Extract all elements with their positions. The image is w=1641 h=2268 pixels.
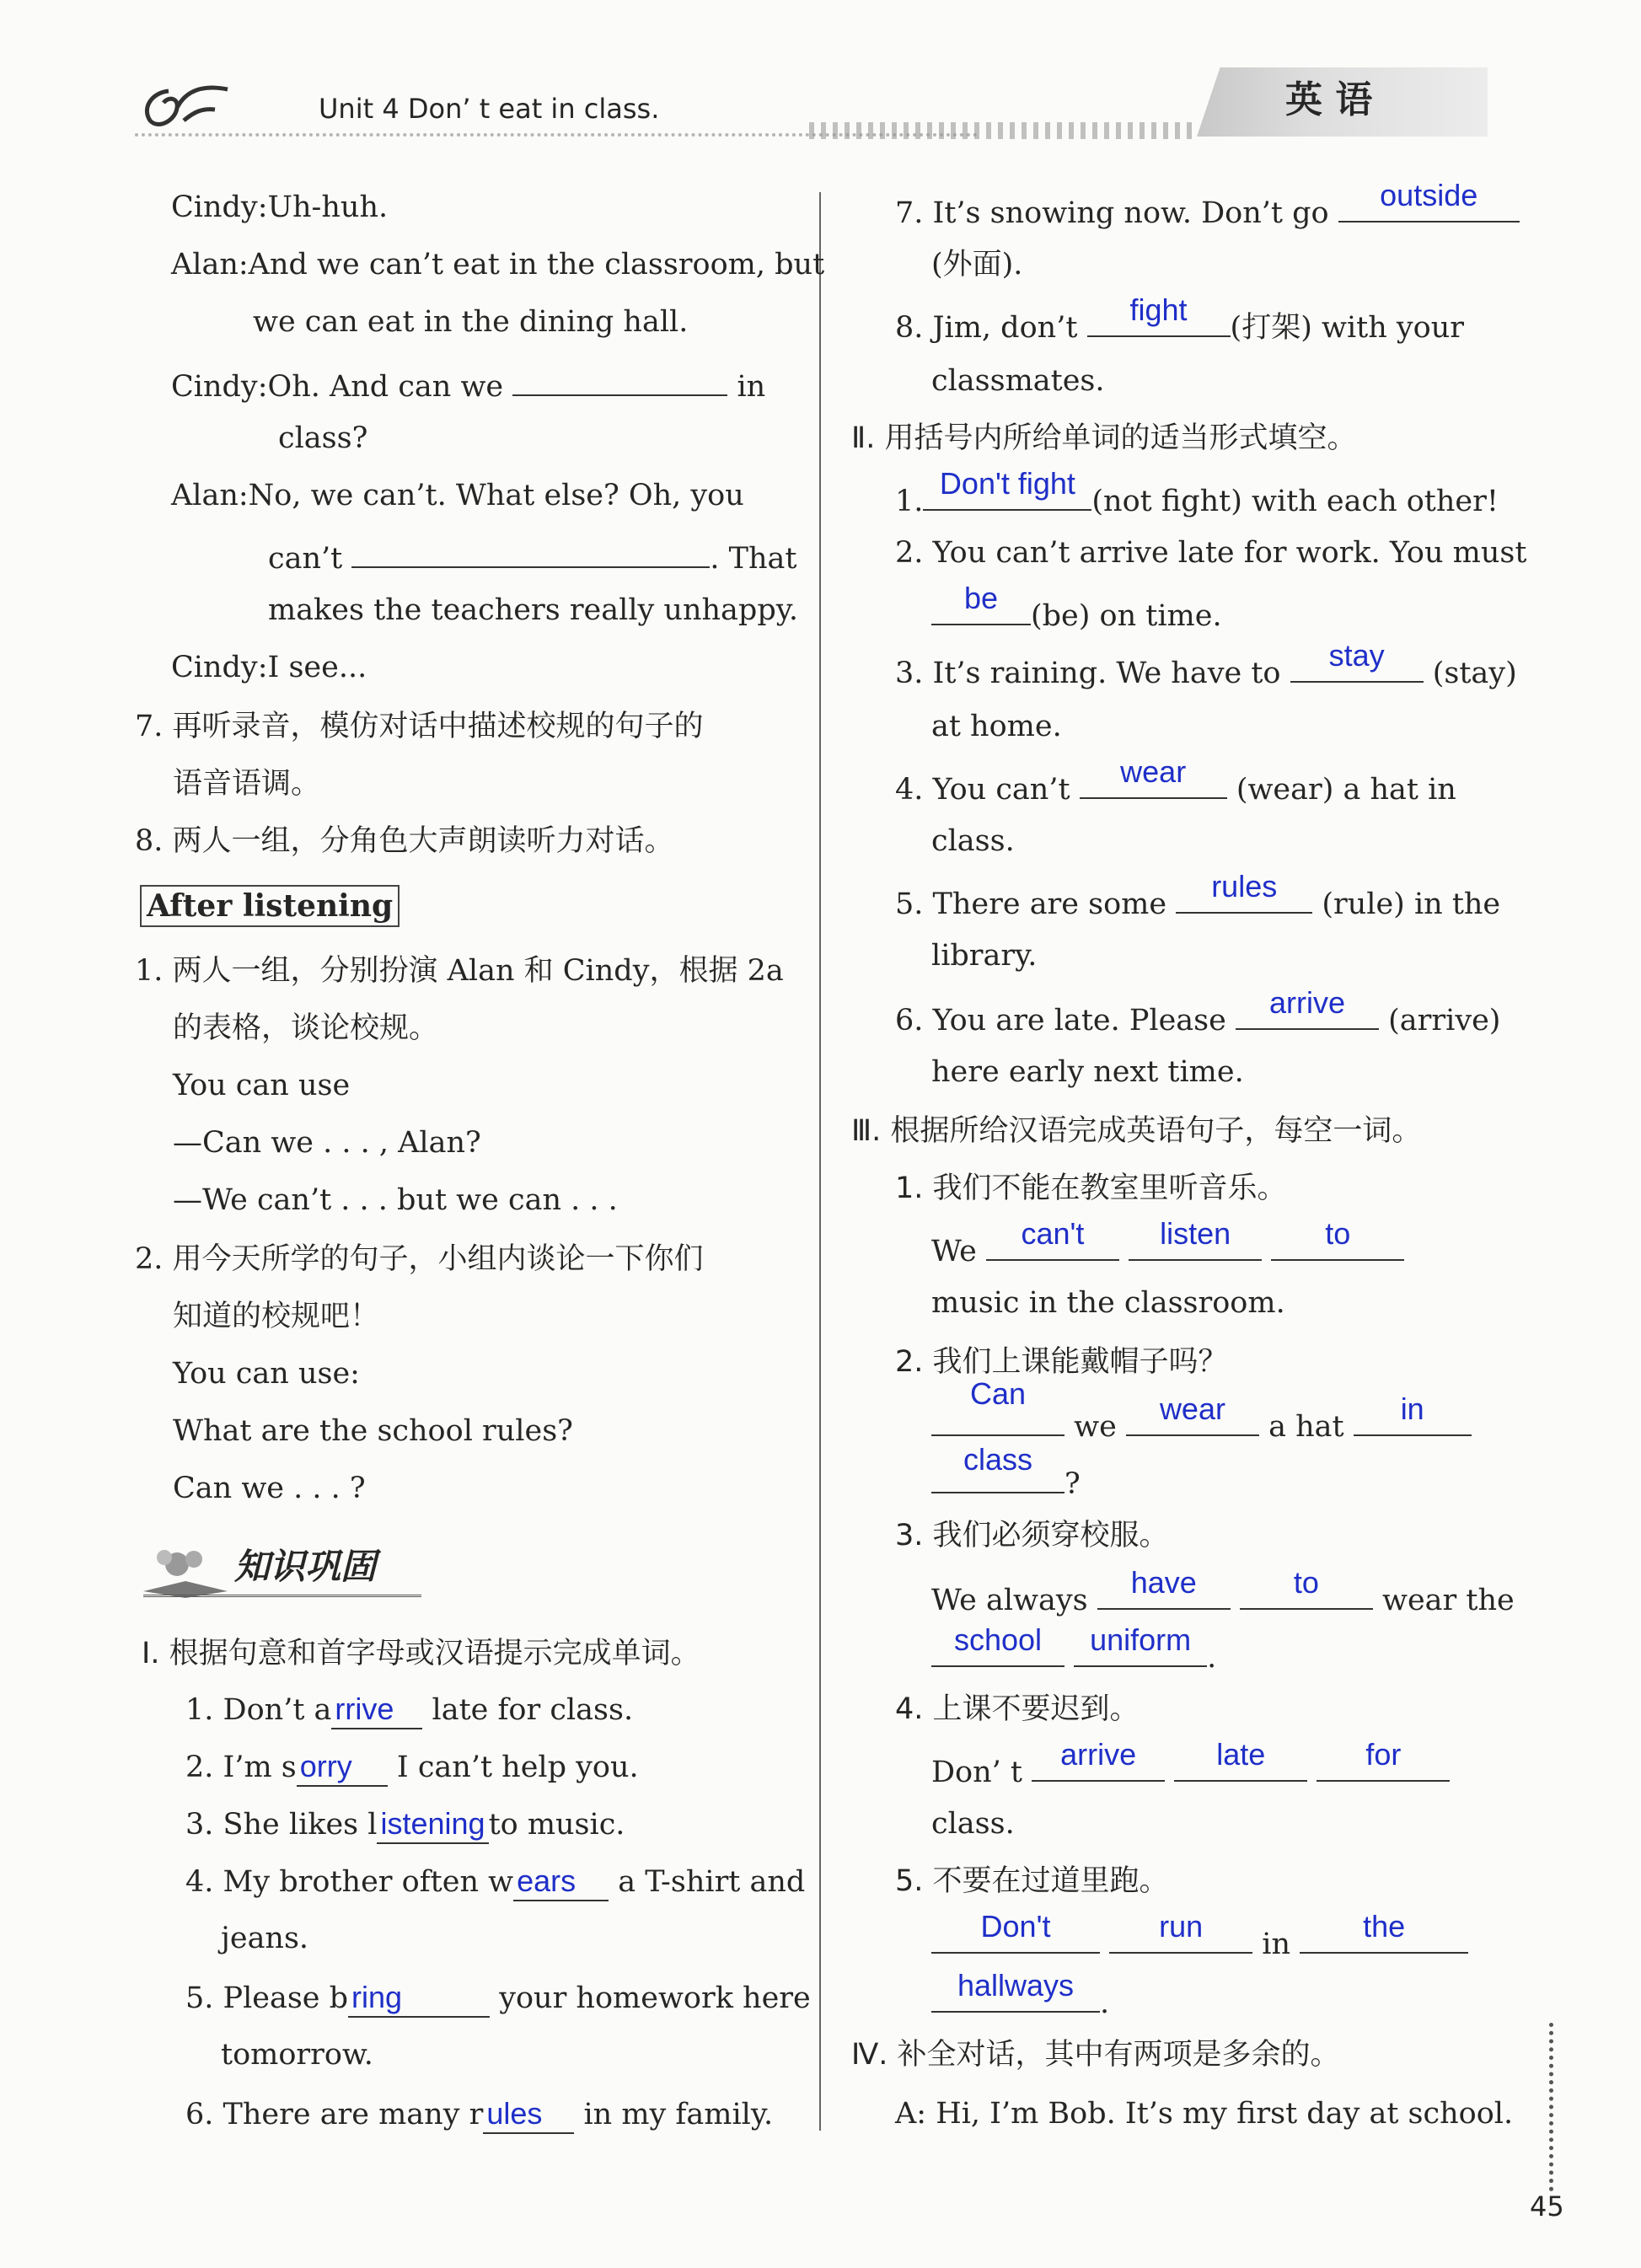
translation-prompt: 4. 上课不要迟到。	[895, 1692, 1140, 1726]
exercise-item: 3. She likes l istening to music.	[185, 1805, 625, 1844]
knowledge-title: 知识巩固	[234, 1546, 377, 1587]
after-listening-2: Can we . . . ?	[173, 1472, 366, 1505]
section-4-title: Ⅳ. 补全对话，其中有两项是多余的。	[851, 2038, 1340, 2072]
section-3-title: Ⅲ. 根据所给汉语完成英语句子，每空一词。	[851, 1114, 1422, 1148]
translation-answer: class.	[931, 1807, 1015, 1841]
book-flower-icon	[139, 1541, 232, 1600]
section-1-title: Ⅰ. 根据句意和首字母或汉语提示完成单词。	[142, 1637, 700, 1670]
exercise-item: classmates.	[931, 364, 1105, 398]
exercise-item: 5. There are some rules (rule) in the	[895, 869, 1501, 921]
exercise-item: 1. Don’t a rrive late for class.	[185, 1691, 633, 1729]
translation-answer: school uniform .	[931, 1633, 1216, 1676]
translation-prompt: 2. 我们上课能戴帽子吗？	[895, 1345, 1228, 1379]
exercise-item: 3. It’s raining. We have to stay (stay)	[895, 638, 1517, 690]
after-listening-2: You can use:	[173, 1357, 360, 1391]
dialog-line: can’t . That	[268, 534, 796, 577]
translation-answer: We always have to wear the	[931, 1565, 1515, 1617]
header-dots	[809, 122, 1197, 139]
exercise-item: 2. I’m s orry I can’t help you.	[185, 1748, 639, 1787]
after-listening-1: —Can we . . . , Alan?	[173, 1126, 481, 1160]
exercise-item: be (be) on time.	[931, 592, 1222, 635]
header-unit-title: Unit 4 Don’ t eat in class.	[319, 93, 660, 125]
translation-answer: Don't run in the	[931, 1920, 1468, 1963]
after-listening-2: 知道的校规吧！	[173, 1300, 380, 1333]
dialog-line: Alan:And we can’t eat in the classroom, but	[171, 248, 825, 281]
after-listening-2: 2. 用今天所学的句子，小组内谈论一下你们	[135, 1242, 704, 1276]
after-listening-1: 的表格，谈论校规。	[173, 1011, 439, 1045]
translation-prompt: 5. 不要在过道里跑。	[895, 1864, 1169, 1898]
translation-answer: Can we wear a hat in	[931, 1402, 1472, 1445]
dialog-line: makes the teachers really unhappy.	[268, 593, 798, 627]
item-8: 8. 两人一组，分角色大声朗读听力对话。	[135, 824, 674, 858]
after-listening-1: You can use	[173, 1069, 351, 1102]
exercise-item: 2. You can’t arrive late for work. You must	[895, 536, 1527, 570]
item-7: 7. 再听录音，模仿对话中描述校规的句子的	[135, 710, 704, 743]
header-logo-icon	[135, 74, 236, 133]
dialog-line: class?	[278, 421, 368, 455]
exercise-item: 6. You are late. Please arrive (arrive)	[895, 985, 1501, 1037]
translation-prompt: 3. 我们必须穿校服。	[895, 1519, 1169, 1552]
exercise-item: 4. My brother often w ears a T-shirt and	[185, 1863, 805, 1901]
section-2-title: Ⅱ. 用括号内所给单词的适当形式填空。	[851, 421, 1357, 455]
after-listening-2: What are the school rules?	[173, 1414, 573, 1448]
exercise-item: class.	[931, 824, 1015, 858]
dialog-line: we can eat in the dining hall.	[253, 305, 689, 339]
dialog-line: Cindy:Oh. And can we in	[171, 362, 765, 405]
translation-answer: music in the classroom.	[931, 1286, 1285, 1320]
dialog-line: Alan:No, we can’t. What else? Oh, you	[171, 479, 744, 512]
knowledge-underline	[143, 1595, 421, 1597]
exercise-item: 7. It’s snowing now. Don’t go outside	[895, 189, 1520, 232]
column-divider	[819, 192, 821, 2131]
exercise-item: 8. Jim, don’t fight (打架) with your	[895, 292, 1464, 345]
exercise-item: (外面).	[931, 248, 1023, 281]
translation-answer: hallways .	[931, 1979, 1109, 2022]
exercise-item: tomorrow.	[221, 2038, 373, 2072]
exercise-item: 5. Please b ring your homework here	[185, 1979, 811, 2018]
exercise-item: 1. Don't fight (not fight) with each other!	[895, 466, 1499, 518]
exercise-item: at home.	[931, 710, 1062, 743]
translation-prompt: 1. 我们不能在教室里听音乐。	[895, 1172, 1287, 1205]
dialog-line: Cindy:Uh-huh.	[171, 190, 389, 224]
dialog-line: Cindy:I see...	[171, 651, 367, 684]
exercise-item: 4. You can’t wear (wear) a hat in	[895, 754, 1456, 807]
header-subject: 英 语	[1285, 78, 1373, 121]
page-edge-dots	[1549, 2023, 1553, 2191]
dialog-line: A: Hi, I’m Bob. It’s my first day at school.	[895, 2097, 1514, 2131]
exercise-item: jeans.	[221, 1922, 309, 1955]
item-7: 语音语调。	[173, 767, 321, 801]
after-listening-heading: After listening	[140, 885, 400, 927]
translation-answer: We can't listen to	[931, 1227, 1404, 1270]
translation-answer: class ?	[931, 1460, 1081, 1503]
after-listening-1: —We can’t . . . but we can . . .	[173, 1183, 618, 1217]
page-number: 45	[1530, 2190, 1564, 2222]
exercise-item: library.	[931, 939, 1038, 973]
exercise-item: 6. There are many r ules in my family.	[185, 2095, 773, 2134]
translation-answer: Don’ t arrive late for	[931, 1748, 1450, 1791]
after-listening-1: 1. 两人一组，分别扮演 Alan 和 Cindy，根据 2a	[135, 954, 784, 988]
exercise-item: here early next time.	[931, 1055, 1244, 1089]
